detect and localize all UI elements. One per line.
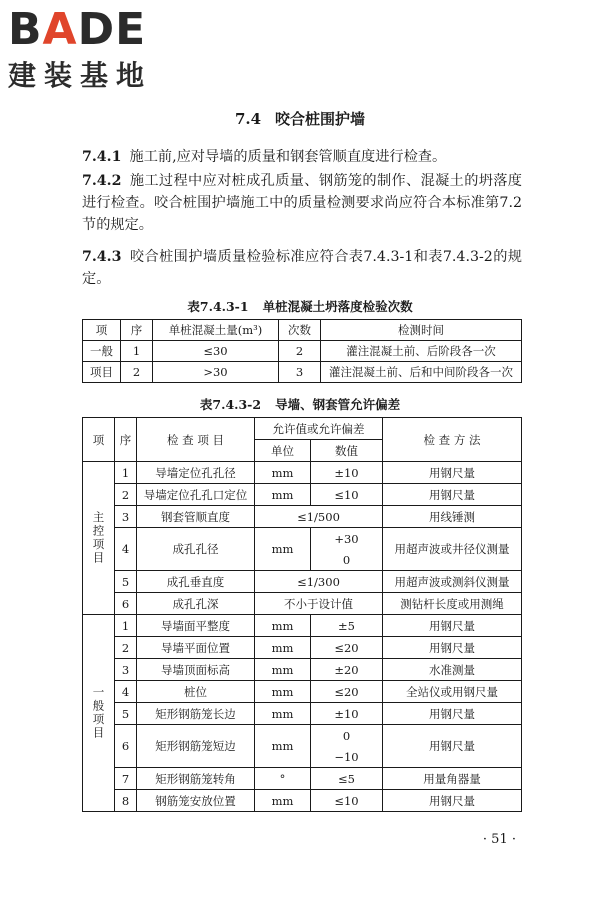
cell-method: 用超声波或井径仪测量 — [383, 528, 522, 571]
table-row — [83, 571, 522, 593]
cell-value: ≤20 — [311, 637, 383, 659]
cell-value: ≤10 — [311, 790, 383, 812]
header-value: 数值 — [311, 440, 383, 462]
cell-seq: 1 — [115, 615, 137, 637]
table2-caption — [0, 395, 600, 413]
cell-item: 桩位 — [137, 681, 255, 703]
cell-item: 成孔垂直度 — [137, 571, 255, 593]
cell-value-upper: +30 — [311, 528, 383, 550]
cell-seq: 1 — [115, 462, 137, 484]
table-row — [83, 462, 522, 484]
cell-method: 用量角器量 — [383, 768, 522, 790]
cell-unit: mm — [255, 725, 311, 768]
cell-unit: mm — [255, 637, 311, 659]
table-row — [83, 528, 522, 550]
cell-method: 水准测量 — [383, 659, 522, 681]
clause-text: 咬合桩围护墙质量检验标准应符合表7.4.3-1和表7.4.3-2的规定。 — [82, 249, 522, 287]
section-title-text: 咬合桩围护墙 — [275, 110, 366, 128]
table1-title: 单桩混凝土坍落度检验次数 — [262, 299, 413, 314]
cell-unit: mm — [255, 462, 311, 484]
cell-merged-value: ≤1/300 — [255, 571, 383, 593]
cell-unit: mm — [255, 681, 311, 703]
cell-item: 矩形钢筋笼长边 — [137, 703, 255, 725]
cell-item: 钢套管顺直度 — [137, 506, 255, 528]
cell-method: 用线锤测 — [383, 506, 522, 528]
cell-item: 矩形钢筋笼转角 — [137, 768, 255, 790]
table-row — [83, 362, 522, 383]
cell-item: 导墙面平整度 — [137, 615, 255, 637]
group-general: 一般项目 — [83, 615, 115, 812]
cell-unit: ° — [255, 768, 311, 790]
cell-item: 导墙定位孔孔径 — [137, 462, 255, 484]
table1-number: 表7.4.3-1 — [187, 299, 249, 314]
table-guide-wall-tolerance — [82, 417, 522, 812]
table-row — [83, 593, 522, 615]
table-row — [83, 615, 522, 637]
cell-seq: 2 — [115, 637, 137, 659]
cell-method: 用钢尺量 — [383, 703, 522, 725]
cell-volume: ≤30 — [153, 341, 279, 362]
header-seq: 序 — [121, 320, 153, 341]
table2-number: 表7.4.3-2 — [199, 397, 262, 412]
clause-7-4-1 — [82, 146, 522, 168]
cell-item: 导墙顶面标高 — [137, 659, 255, 681]
table-row — [83, 506, 522, 528]
clause-7-4-2 — [82, 170, 522, 236]
header-item: 项 — [83, 418, 115, 462]
table-row — [83, 768, 522, 790]
cell-method: 用钢尺量 — [383, 462, 522, 484]
cell-seq: 4 — [115, 681, 137, 703]
cell-value: ≤20 — [311, 681, 383, 703]
section-number: 7.4 — [234, 110, 262, 128]
cell-count: 2 — [279, 341, 321, 362]
cell-method: 用钢尺量 — [383, 637, 522, 659]
table-row — [83, 790, 522, 812]
cell-method: 用超声波或测斜仪测量 — [383, 571, 522, 593]
cell-value: ±10 — [311, 703, 383, 725]
cell-seq: 4 — [115, 528, 137, 571]
logo-wordmark: BADE — [8, 4, 147, 55]
cell-unit: mm — [255, 703, 311, 725]
cell-method: 用钢尺量 — [383, 484, 522, 506]
cell-time: 灌注混凝土前、后阶段各一次 — [321, 341, 522, 362]
header-unit: 单位 — [255, 440, 311, 462]
clause-number: 7.4.3 — [82, 249, 122, 265]
table-row — [83, 725, 522, 747]
cell-value: ≤5 — [311, 768, 383, 790]
cell-count: 3 — [279, 362, 321, 383]
cell-value-upper: 0 — [311, 725, 383, 747]
cell-merged-value: ≤1/500 — [255, 506, 383, 528]
clause-text: 施工过程中应对桩成孔质量、钢筋笼的制作、混凝土的坍落度进行检查。咬合桩围护墙施工中的质量检测要求尚应符合本标准第7.2节的规定。 — [82, 173, 522, 233]
cell-value: ±10 — [311, 462, 383, 484]
header-seq: 序 — [115, 418, 137, 462]
table-row — [83, 341, 522, 362]
table-header-row — [83, 320, 522, 341]
clause-number: 7.4.1 — [82, 149, 122, 165]
table-row — [83, 703, 522, 725]
cell-unit: mm — [255, 484, 311, 506]
cell-seq: 7 — [115, 768, 137, 790]
cell-unit: mm — [255, 659, 311, 681]
table-row — [83, 659, 522, 681]
table-header-row — [83, 418, 522, 440]
header-volume: 单桩混凝土量(m³) — [153, 320, 279, 341]
table-row — [83, 484, 522, 506]
header-method: 检 查 方 法 — [383, 418, 522, 462]
table-row — [83, 637, 522, 659]
cell-unit: mm — [255, 790, 311, 812]
cell-item: 成孔孔深 — [137, 593, 255, 615]
cell-value: ±20 — [311, 659, 383, 681]
cell-seq: 6 — [115, 593, 137, 615]
cell-method: 测钻杆长度或用测绳 — [383, 593, 522, 615]
header-count: 次数 — [279, 320, 321, 341]
clause-number: 7.4.2 — [82, 173, 122, 189]
clause-7-4-3 — [82, 246, 522, 290]
cell-time: 灌注混凝土前、后和中间阶段各一次 — [321, 362, 522, 383]
cell-method: 用钢尺量 — [383, 615, 522, 637]
cell-seq: 5 — [115, 703, 137, 725]
cell-value: ±5 — [311, 615, 383, 637]
cell-seq: 2 — [121, 362, 153, 383]
cell-value-lower: −10 — [311, 746, 383, 768]
group-main-control: 主控项目 — [83, 462, 115, 615]
cell-item: 导墙平面位置 — [137, 637, 255, 659]
cell-seq: 3 — [115, 506, 137, 528]
logo-subtitle: 建装基地 — [8, 59, 153, 92]
cell-method: 用钢尺量 — [383, 725, 522, 768]
logo — [8, 6, 178, 98]
table1-caption — [0, 297, 600, 315]
cell-merged-value: 不小于设计值 — [255, 593, 383, 615]
group-label: 一般 — [83, 341, 121, 362]
table-row — [83, 681, 522, 703]
section-title — [0, 108, 600, 129]
cell-value-lower: 0 — [311, 549, 383, 571]
table-slump-test-frequency — [82, 319, 522, 383]
cell-seq: 6 — [115, 725, 137, 768]
cell-seq: 1 — [121, 341, 153, 362]
cell-unit: mm — [255, 528, 311, 571]
clause-text: 施工前,应对导墙的质量和钢套管顺直度进行检查。 — [129, 149, 447, 165]
cell-item: 成孔孔径 — [137, 528, 255, 571]
cell-item: 矩形钢筋笼短边 — [137, 725, 255, 768]
cell-value: ≤10 — [311, 484, 383, 506]
cell-seq: 3 — [115, 659, 137, 681]
cell-unit: mm — [255, 615, 311, 637]
header-time: 检测时间 — [321, 320, 522, 341]
cell-method: 用钢尺量 — [383, 790, 522, 812]
group-label: 项目 — [83, 362, 121, 383]
header-check-item: 检 查 项 目 — [137, 418, 255, 462]
cell-item: 导墙定位孔孔口定位 — [137, 484, 255, 506]
cell-seq: 8 — [115, 790, 137, 812]
cell-seq: 2 — [115, 484, 137, 506]
table2-title: 导墙、钢套管允许偏差 — [275, 397, 401, 412]
page-number: · 51 · — [482, 832, 516, 847]
cell-item: 钢筋笼安放位置 — [137, 790, 255, 812]
cell-volume: >30 — [153, 362, 279, 383]
header-item: 项 — [83, 320, 121, 341]
header-allowed: 允许值或允许偏差 — [255, 418, 383, 440]
cell-method: 全站仪或用钢尺量 — [383, 681, 522, 703]
cell-seq: 5 — [115, 571, 137, 593]
